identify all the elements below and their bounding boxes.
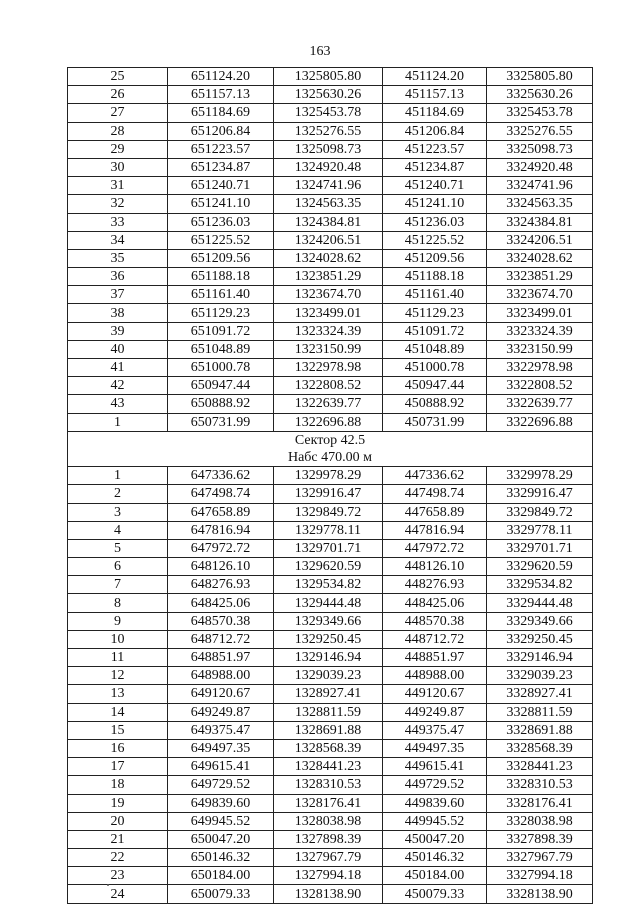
y-coord-cell: 1328138.90	[274, 885, 383, 903]
x2-coord-cell: 451241.10	[383, 195, 487, 213]
y-coord-cell: 1329534.82	[274, 576, 383, 594]
point-number-cell: 14	[68, 703, 168, 721]
point-number-cell: 43	[68, 395, 168, 413]
x-coord-cell: 651225.52	[168, 231, 274, 249]
point-number-cell: 28	[68, 122, 168, 140]
table-row	[68, 122, 593, 140]
x-coord-cell: 647816.94	[168, 521, 274, 539]
x-coord-cell: 649729.52	[168, 776, 274, 794]
table-row	[68, 68, 593, 86]
x-coord-cell: 651129.23	[168, 304, 274, 322]
table-row	[68, 195, 593, 213]
point-number-cell: 12	[68, 667, 168, 685]
table-row	[68, 849, 593, 867]
y-coord-cell: 1323324.39	[274, 322, 383, 340]
x2-coord-cell: 449615.41	[383, 758, 487, 776]
point-number-cell: 35	[68, 249, 168, 267]
x-coord-cell: 651091.72	[168, 322, 274, 340]
table-row	[68, 885, 593, 903]
y2-coord-cell: 3327994.18	[487, 867, 593, 885]
x2-coord-cell: 449249.87	[383, 703, 487, 721]
table-row	[68, 576, 593, 594]
point-number-cell: 9	[68, 612, 168, 630]
table-row	[68, 268, 593, 286]
table-row	[68, 286, 593, 304]
table-row	[68, 558, 593, 576]
x2-coord-cell: 451188.18	[383, 268, 487, 286]
y-coord-cell: 1329349.66	[274, 612, 383, 630]
y-coord-cell: 1328811.59	[274, 703, 383, 721]
table-row	[68, 794, 593, 812]
x-coord-cell: 650047.20	[168, 830, 274, 848]
x2-coord-cell: 450146.32	[383, 849, 487, 867]
y-coord-cell: 1325805.80	[274, 68, 383, 86]
y-coord-cell: 1323150.99	[274, 340, 383, 358]
table-row	[68, 377, 593, 395]
point-number-cell: 8	[68, 594, 168, 612]
x2-coord-cell: 451048.89	[383, 340, 487, 358]
point-number-cell: 21	[68, 830, 168, 848]
x-coord-cell: 649497.35	[168, 739, 274, 757]
x2-coord-cell: 449839.60	[383, 794, 487, 812]
y2-coord-cell: 3328310.53	[487, 776, 593, 794]
y-coord-cell: 1329849.72	[274, 503, 383, 521]
x2-coord-cell: 450047.20	[383, 830, 487, 848]
table-body-top	[68, 68, 593, 432]
y-coord-cell: 1322639.77	[274, 395, 383, 413]
table-body-bottom	[68, 467, 593, 904]
x-coord-cell: 648570.38	[168, 612, 274, 630]
table-row	[68, 413, 593, 431]
y-coord-cell: 1325276.55	[274, 122, 383, 140]
y2-coord-cell: 3328927.41	[487, 685, 593, 703]
x-coord-cell: 651241.10	[168, 195, 274, 213]
point-number-cell: 26	[68, 86, 168, 104]
point-number-cell: 37	[68, 286, 168, 304]
y2-coord-cell: 3329916.47	[487, 485, 593, 503]
y2-coord-cell: 3328441.23	[487, 758, 593, 776]
table-row	[68, 685, 593, 703]
y-coord-cell: 1328176.41	[274, 794, 383, 812]
y-coord-cell: 1324028.62	[274, 249, 383, 267]
y-coord-cell: 1327994.18	[274, 867, 383, 885]
y2-coord-cell: 3329849.72	[487, 503, 593, 521]
y2-coord-cell: 3325805.80	[487, 68, 593, 86]
y2-coord-cell: 3329534.82	[487, 576, 593, 594]
y-coord-cell: 1323499.01	[274, 304, 383, 322]
y2-coord-cell: 3324920.48	[487, 158, 593, 176]
y2-coord-cell: 3329039.23	[487, 667, 593, 685]
y-coord-cell: 1324563.35	[274, 195, 383, 213]
table-row	[68, 867, 593, 885]
point-number-cell: 39	[68, 322, 168, 340]
x-coord-cell: 650888.92	[168, 395, 274, 413]
table-row	[68, 703, 593, 721]
x-coord-cell: 650079.33	[168, 885, 274, 903]
y2-coord-cell: 3328568.39	[487, 739, 593, 757]
table-row	[68, 758, 593, 776]
point-number-cell: 6	[68, 558, 168, 576]
table-row	[68, 249, 593, 267]
sector-header	[68, 431, 593, 466]
x2-coord-cell: 448988.00	[383, 667, 487, 685]
y-coord-cell: 1328038.98	[274, 812, 383, 830]
y2-coord-cell: 3325453.78	[487, 104, 593, 122]
x-coord-cell: 650184.00	[168, 867, 274, 885]
table-row	[68, 177, 593, 195]
y2-coord-cell: 3329349.66	[487, 612, 593, 630]
y2-coord-cell: 3323150.99	[487, 340, 593, 358]
x-coord-cell: 647658.89	[168, 503, 274, 521]
table-row	[68, 231, 593, 249]
point-number-cell: 11	[68, 649, 168, 667]
x2-coord-cell: 450184.00	[383, 867, 487, 885]
x-coord-cell: 648425.06	[168, 594, 274, 612]
y2-coord-cell: 3322639.77	[487, 395, 593, 413]
table-row	[68, 86, 593, 104]
point-number-cell: 2	[68, 485, 168, 503]
x2-coord-cell: 448126.10	[383, 558, 487, 576]
x-coord-cell: 649249.87	[168, 703, 274, 721]
point-number-cell: 31	[68, 177, 168, 195]
sector-subtitle: Набс 470.00 м	[68, 449, 593, 467]
point-number-cell: 17	[68, 758, 168, 776]
table-row	[68, 521, 593, 539]
y-coord-cell: 1329620.59	[274, 558, 383, 576]
point-number-cell: 36	[68, 268, 168, 286]
x-coord-cell: 651184.69	[168, 104, 274, 122]
point-number-cell: 7	[68, 576, 168, 594]
y2-coord-cell: 3325630.26	[487, 86, 593, 104]
x2-coord-cell: 448425.06	[383, 594, 487, 612]
x2-coord-cell: 450947.44	[383, 377, 487, 395]
y2-coord-cell: 3325098.73	[487, 140, 593, 158]
y-coord-cell: 1322696.88	[274, 413, 383, 431]
x-coord-cell: 649839.60	[168, 794, 274, 812]
x2-coord-cell: 447658.89	[383, 503, 487, 521]
x2-coord-cell: 449945.52	[383, 812, 487, 830]
x2-coord-cell: 451236.03	[383, 213, 487, 231]
y-coord-cell: 1324206.51	[274, 231, 383, 249]
y-coord-cell: 1325630.26	[274, 86, 383, 104]
y2-coord-cell: 3328176.41	[487, 794, 593, 812]
x2-coord-cell: 451124.20	[383, 68, 487, 86]
y-coord-cell: 1329146.94	[274, 649, 383, 667]
y2-coord-cell: 3328691.88	[487, 721, 593, 739]
y-coord-cell: 1324741.96	[274, 177, 383, 195]
y2-coord-cell: 3327967.79	[487, 849, 593, 867]
x2-coord-cell: 447498.74	[383, 485, 487, 503]
x-coord-cell: 648851.97	[168, 649, 274, 667]
table-row	[68, 340, 593, 358]
x2-coord-cell: 449120.67	[383, 685, 487, 703]
y-coord-cell: 1328927.41	[274, 685, 383, 703]
sector-title: Сектор 42.5	[68, 431, 593, 449]
point-number-cell: 22	[68, 849, 168, 867]
x-coord-cell: 648712.72	[168, 630, 274, 648]
point-number-cell: 30	[68, 158, 168, 176]
x-coord-cell: 651157.13	[168, 86, 274, 104]
x2-coord-cell: 447336.62	[383, 467, 487, 485]
x2-coord-cell: 447972.72	[383, 539, 487, 557]
y2-coord-cell: 3328138.90	[487, 885, 593, 903]
x2-coord-cell: 451161.40	[383, 286, 487, 304]
point-number-cell: 41	[68, 359, 168, 377]
point-number-cell: 13	[68, 685, 168, 703]
x-coord-cell: 650146.32	[168, 849, 274, 867]
point-number-cell: 4	[68, 521, 168, 539]
coordinates-table	[67, 67, 593, 904]
table-row	[68, 812, 593, 830]
point-number-cell: 24	[68, 885, 168, 903]
y-coord-cell: 1324920.48	[274, 158, 383, 176]
x-coord-cell: 649615.41	[168, 758, 274, 776]
y-coord-cell: 1323851.29	[274, 268, 383, 286]
y2-coord-cell: 3323499.01	[487, 304, 593, 322]
table-row	[68, 776, 593, 794]
x-coord-cell: 651234.87	[168, 158, 274, 176]
y-coord-cell: 1324384.81	[274, 213, 383, 231]
table-row	[68, 359, 593, 377]
point-number-cell: 27	[68, 104, 168, 122]
sector-subtitle-row	[68, 449, 593, 467]
x2-coord-cell: 451225.52	[383, 231, 487, 249]
y-coord-cell: 1329778.11	[274, 521, 383, 539]
x-coord-cell: 649945.52	[168, 812, 274, 830]
table-row	[68, 503, 593, 521]
y-coord-cell: 1329444.48	[274, 594, 383, 612]
x2-coord-cell: 451234.87	[383, 158, 487, 176]
point-number-cell: 10	[68, 630, 168, 648]
point-number-cell: 1	[68, 467, 168, 485]
y2-coord-cell: 3327898.39	[487, 830, 593, 848]
x-coord-cell: 651223.57	[168, 140, 274, 158]
x2-coord-cell: 451240.71	[383, 177, 487, 195]
x-coord-cell: 651206.84	[168, 122, 274, 140]
x2-coord-cell: 449375.47	[383, 721, 487, 739]
y-coord-cell: 1327898.39	[274, 830, 383, 848]
y-coord-cell: 1328310.53	[274, 776, 383, 794]
point-number-cell: 18	[68, 776, 168, 794]
point-number-cell: 5	[68, 539, 168, 557]
table-row	[68, 213, 593, 231]
x-coord-cell: 650731.99	[168, 413, 274, 431]
y2-coord-cell: 3324741.96	[487, 177, 593, 195]
x2-coord-cell: 448712.72	[383, 630, 487, 648]
y2-coord-cell: 3328811.59	[487, 703, 593, 721]
table-row	[68, 649, 593, 667]
x-coord-cell: 651161.40	[168, 286, 274, 304]
x-coord-cell: 649120.67	[168, 685, 274, 703]
x2-coord-cell: 448570.38	[383, 612, 487, 630]
x-coord-cell: 648126.10	[168, 558, 274, 576]
x-coord-cell: 651000.78	[168, 359, 274, 377]
x-coord-cell: 651209.56	[168, 249, 274, 267]
x2-coord-cell: 451129.23	[383, 304, 487, 322]
x-coord-cell: 647336.62	[168, 467, 274, 485]
y-coord-cell: 1323674.70	[274, 286, 383, 304]
y-coord-cell: 1329978.29	[274, 467, 383, 485]
table-row	[68, 104, 593, 122]
x2-coord-cell: 451157.13	[383, 86, 487, 104]
y-coord-cell: 1328691.88	[274, 721, 383, 739]
x-coord-cell: 651048.89	[168, 340, 274, 358]
y2-coord-cell: 3328038.98	[487, 812, 593, 830]
y-coord-cell: 1325453.78	[274, 104, 383, 122]
x-coord-cell: 651240.71	[168, 177, 274, 195]
y-coord-cell: 1329701.71	[274, 539, 383, 557]
y-coord-cell: 1328441.23	[274, 758, 383, 776]
point-number-cell: 19	[68, 794, 168, 812]
x-coord-cell: 651188.18	[168, 268, 274, 286]
y2-coord-cell: 3322696.88	[487, 413, 593, 431]
x-coord-cell: 651236.03	[168, 213, 274, 231]
table-row	[68, 304, 593, 322]
x2-coord-cell: 448276.93	[383, 576, 487, 594]
y2-coord-cell: 3324206.51	[487, 231, 593, 249]
y-coord-cell: 1328568.39	[274, 739, 383, 757]
y2-coord-cell: 3329620.59	[487, 558, 593, 576]
point-number-cell: 1	[68, 413, 168, 431]
x-coord-cell: 648988.00	[168, 667, 274, 685]
y2-coord-cell: 3329701.71	[487, 539, 593, 557]
y2-coord-cell: 3323851.29	[487, 268, 593, 286]
x2-coord-cell: 448851.97	[383, 649, 487, 667]
x2-coord-cell: 450731.99	[383, 413, 487, 431]
table-row	[68, 612, 593, 630]
table-row	[68, 630, 593, 648]
table-row	[68, 395, 593, 413]
table-row	[68, 140, 593, 158]
x2-coord-cell: 451184.69	[383, 104, 487, 122]
x2-coord-cell: 451223.57	[383, 140, 487, 158]
y-coord-cell: 1322978.98	[274, 359, 383, 377]
y2-coord-cell: 3324563.35	[487, 195, 593, 213]
x-coord-cell: 648276.93	[168, 576, 274, 594]
sector-title-row	[68, 431, 593, 449]
table-row	[68, 594, 593, 612]
y2-coord-cell: 3329978.29	[487, 467, 593, 485]
y2-coord-cell: 3322978.98	[487, 359, 593, 377]
point-number-cell: 15	[68, 721, 168, 739]
x2-coord-cell: 447816.94	[383, 521, 487, 539]
point-number-cell: 29	[68, 140, 168, 158]
point-number-cell: 42	[68, 377, 168, 395]
y-coord-cell: 1325098.73	[274, 140, 383, 158]
point-number-cell: 25	[68, 68, 168, 86]
point-number-cell: 40	[68, 340, 168, 358]
y-coord-cell: 1327967.79	[274, 849, 383, 867]
x2-coord-cell: 451000.78	[383, 359, 487, 377]
point-number-cell: 16	[68, 739, 168, 757]
x-coord-cell: 647972.72	[168, 539, 274, 557]
table-row	[68, 467, 593, 485]
page-number: 163	[309, 44, 331, 59]
y2-coord-cell: 3329444.48	[487, 594, 593, 612]
table-row	[68, 830, 593, 848]
table-row	[68, 158, 593, 176]
y2-coord-cell: 3323324.39	[487, 322, 593, 340]
x2-coord-cell: 449729.52	[383, 776, 487, 794]
x2-coord-cell: 451091.72	[383, 322, 487, 340]
y-coord-cell: 1329039.23	[274, 667, 383, 685]
y2-coord-cell: 3324028.62	[487, 249, 593, 267]
x2-coord-cell: 450079.33	[383, 885, 487, 903]
x2-coord-cell: 451206.84	[383, 122, 487, 140]
x-coord-cell: 651124.20	[168, 68, 274, 86]
table-row	[68, 539, 593, 557]
table-row	[68, 667, 593, 685]
table-row	[68, 739, 593, 757]
y-coord-cell: 1322808.52	[274, 377, 383, 395]
x2-coord-cell: 451209.56	[383, 249, 487, 267]
y2-coord-cell: 3329146.94	[487, 649, 593, 667]
point-number-cell: 3	[68, 503, 168, 521]
point-number-cell: 23	[68, 867, 168, 885]
y-coord-cell: 1329250.45	[274, 630, 383, 648]
table-row	[68, 485, 593, 503]
point-number-cell: 34	[68, 231, 168, 249]
y2-coord-cell: 3322808.52	[487, 377, 593, 395]
y2-coord-cell: 3329778.11	[487, 521, 593, 539]
y2-coord-cell: 3329250.45	[487, 630, 593, 648]
y2-coord-cell: 3324384.81	[487, 213, 593, 231]
point-number-cell: 20	[68, 812, 168, 830]
x-coord-cell: 650947.44	[168, 377, 274, 395]
x2-coord-cell: 450888.92	[383, 395, 487, 413]
x-coord-cell: 649375.47	[168, 721, 274, 739]
point-number-cell: 32	[68, 195, 168, 213]
point-number-cell: 38	[68, 304, 168, 322]
y2-coord-cell: 3323674.70	[487, 286, 593, 304]
scan-speck	[107, 884, 109, 886]
x2-coord-cell: 449497.35	[383, 739, 487, 757]
point-number-cell: 33	[68, 213, 168, 231]
y2-coord-cell: 3325276.55	[487, 122, 593, 140]
y-coord-cell: 1329916.47	[274, 485, 383, 503]
table-row	[68, 322, 593, 340]
table-row	[68, 721, 593, 739]
x-coord-cell: 647498.74	[168, 485, 274, 503]
